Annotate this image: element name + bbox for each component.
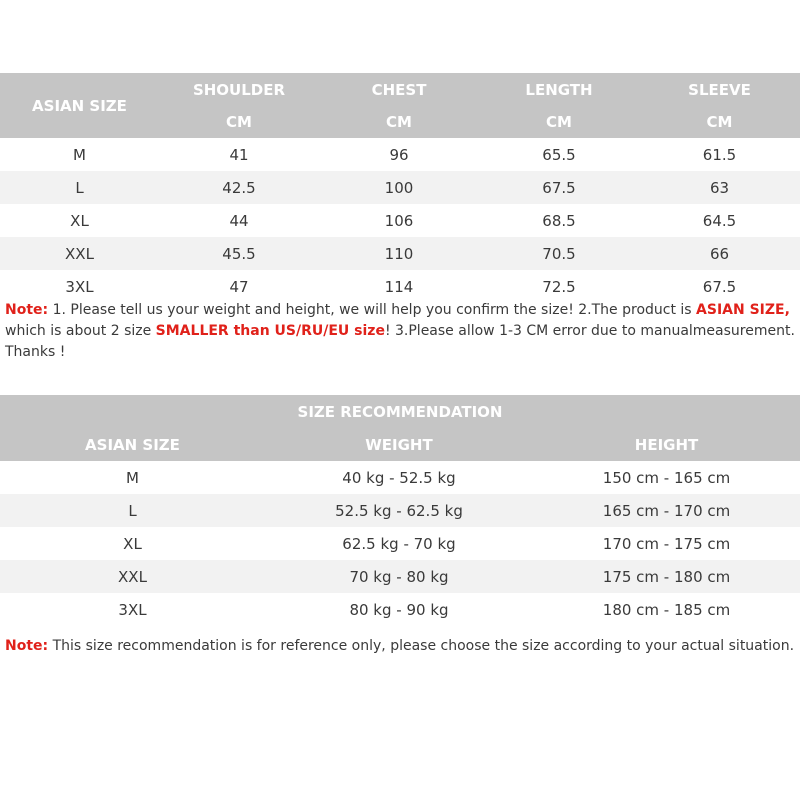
table-row xyxy=(0,171,800,204)
size-note xyxy=(5,300,795,363)
sleeve-cell: 67.5 xyxy=(702,277,737,296)
note-label: Note: xyxy=(5,638,49,654)
shoulder-cell: 42.5 xyxy=(159,171,319,204)
header-sleeve: SLEEVE xyxy=(639,73,800,106)
note-smaller-warning: SMALLER than US/RU/EU size xyxy=(155,323,385,339)
size-cell: L xyxy=(0,171,159,204)
size-recommendation-table xyxy=(0,395,800,626)
size-cell: XL xyxy=(70,211,89,230)
table-row xyxy=(0,593,800,626)
length-cell: 70.5 xyxy=(479,237,639,270)
recommendation-title: SIZE RECOMMENDATION xyxy=(0,395,800,428)
unit-chest: CM xyxy=(319,106,479,138)
table-row xyxy=(0,560,800,593)
shoulder-cell: 45.5 xyxy=(159,237,319,270)
table-row xyxy=(0,461,800,494)
unit-shoulder: CM xyxy=(159,106,319,138)
size-cell: M xyxy=(126,468,139,487)
height-cell: 170 cm - 175 cm xyxy=(602,534,731,553)
header-height: HEIGHT xyxy=(533,428,800,461)
weight-cell: 80 kg - 90 kg xyxy=(349,600,449,619)
chest-cell: 114 xyxy=(384,277,414,296)
header-chest: CHEST xyxy=(319,73,479,106)
table-row xyxy=(0,494,800,527)
chest-cell: 96 xyxy=(389,145,409,164)
note-text: This size recommendation is for reference only, please choose the size according to your actual situation. xyxy=(48,638,795,654)
height-cell: 175 cm - 180 cm xyxy=(533,560,800,593)
weight-cell: 62.5 kg - 70 kg xyxy=(342,534,456,553)
size-cell: L xyxy=(0,494,265,527)
note-text-part1: 1. Please tell us your weight and height, we will help you confirm the size! 2.The product is xyxy=(48,302,697,318)
recommendation-header-row xyxy=(0,428,800,461)
height-cell: 150 cm - 165 cm xyxy=(602,468,731,487)
chest-cell: 106 xyxy=(384,211,414,230)
size-cell: M xyxy=(73,145,86,164)
header-asian-size: ASIAN SIZE xyxy=(0,428,265,461)
shoulder-cell: 41 xyxy=(229,145,249,164)
weight-cell: 40 kg - 52.5 kg xyxy=(342,468,456,487)
recommendation-title-row xyxy=(0,395,800,428)
table-row xyxy=(0,138,800,171)
shoulder-cell: 44 xyxy=(229,211,249,230)
size-cell: 3XL xyxy=(65,277,94,296)
size-cell: XXL xyxy=(0,560,265,593)
note-text-part3: ! 3.Please allow 1-3 CM error due to manualmeasurement. Thanks ! xyxy=(5,323,795,360)
header-weight: WEIGHT xyxy=(265,428,533,461)
size-cell: 3XL xyxy=(118,600,147,619)
note-label: Note: xyxy=(5,302,49,318)
size-cell: XL xyxy=(123,534,142,553)
weight-cell: 52.5 kg - 62.5 kg xyxy=(265,494,533,527)
sleeve-cell: 61.5 xyxy=(702,145,737,164)
header-shoulder: SHOULDER xyxy=(159,73,319,106)
length-cell: 65.5 xyxy=(542,145,576,164)
unit-length: CM xyxy=(479,106,639,138)
size-cell: XXL xyxy=(0,237,159,270)
table-row xyxy=(0,204,800,237)
chest-cell: 100 xyxy=(319,171,479,204)
unit-sleeve: CM xyxy=(639,106,800,138)
table-row xyxy=(0,270,800,303)
height-cell: 165 cm - 170 cm xyxy=(533,494,800,527)
length-cell: 72.5 xyxy=(542,277,576,296)
weight-cell: 70 kg - 80 kg xyxy=(265,560,533,593)
length-cell: 67.5 xyxy=(479,171,639,204)
chest-cell: 110 xyxy=(319,237,479,270)
sleeve-cell: 63 xyxy=(639,171,800,204)
table-row xyxy=(0,237,800,270)
note-text-part2: which is about 2 size xyxy=(5,323,156,339)
sleeve-cell: 66 xyxy=(639,237,800,270)
shoulder-cell: 47 xyxy=(229,277,249,296)
size-chart-header-row xyxy=(0,73,800,106)
header-length: LENGTH xyxy=(479,73,639,106)
note-asian-size: ASIAN SIZE, xyxy=(696,302,790,318)
size-chart-table xyxy=(0,73,800,303)
sleeve-cell: 64.5 xyxy=(702,211,737,230)
header-asian-size: ASIAN SIZE xyxy=(0,73,159,138)
length-cell: 68.5 xyxy=(542,211,576,230)
recommendation-note xyxy=(5,636,795,657)
height-cell: 180 cm - 185 cm xyxy=(602,600,731,619)
table-row xyxy=(0,527,800,560)
